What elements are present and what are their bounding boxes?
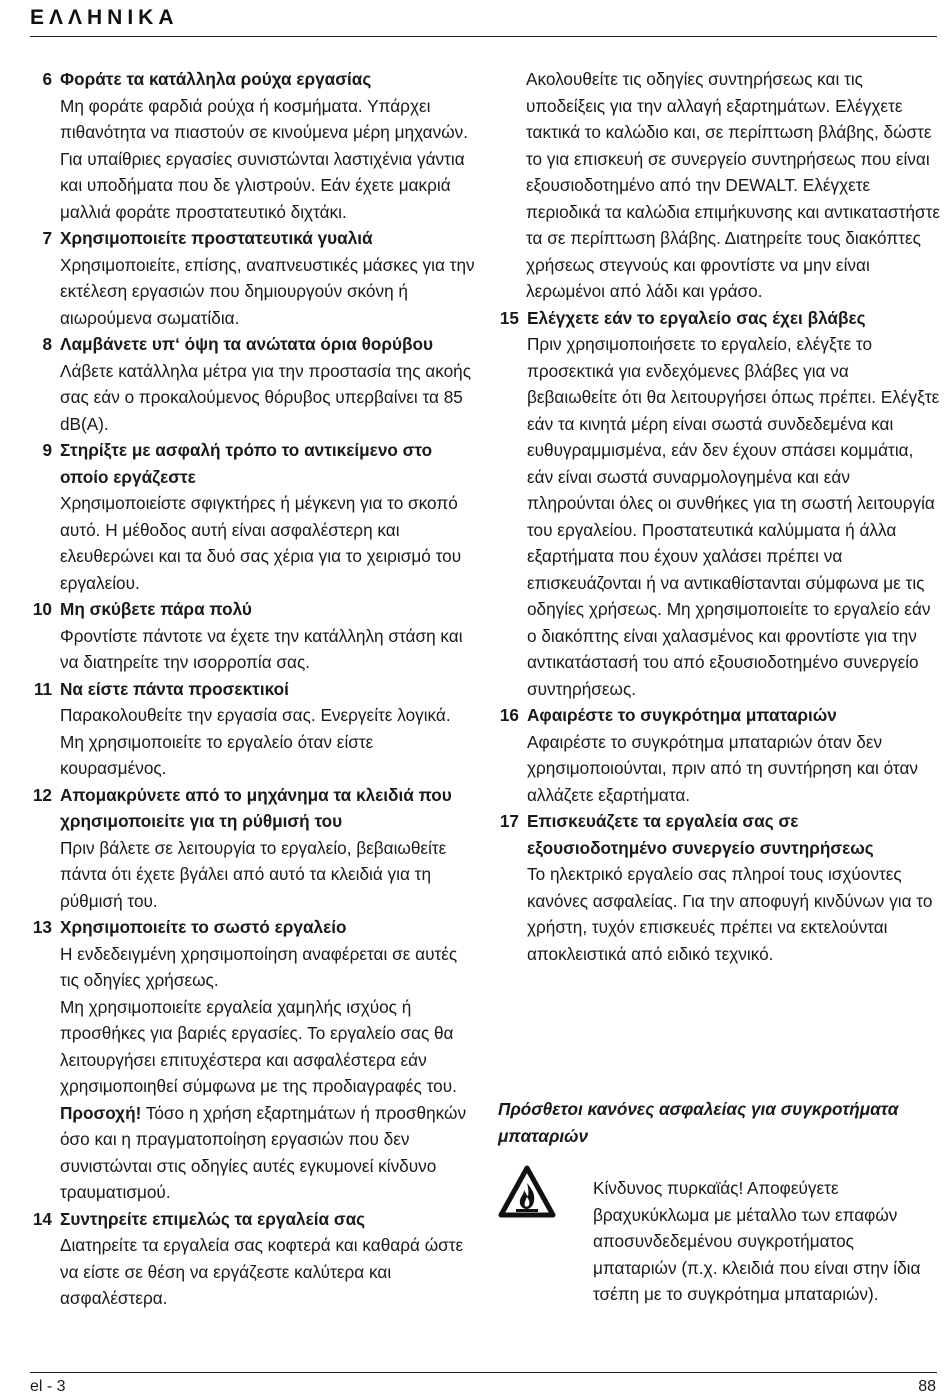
item-text: Πριν χρησιμοποιήσετε το εργαλείο, ελέγξτε το προσεκτικά για ενδεχόμενες βλάβες για να βεβαιωθείτε ότι θα λειτουργήσει όπως πρέπει. Ελέγξτε εάν τα κινητά μέρη είναι σωστά συνδεδεμένα και ευθυγραμμισμένα, εάν δεν έχουν σπάσει κομμάτια, εάν είναι σωστά συναρμολογημένα και εάν πληρούνται όλες οι συνθήκες για τη σωστή λειτουργία του εργαλείου. Προστατευτικά καλύμματα ή άλλα εξαρτήματα που έχουν χαλάσει πρέπει να επισκευάζονται ή να αντικαθίστανται σύμφωνα με τις οδηγίες χρήσεως. Μη χρησιμοποιείτε το εργαλείο εάν ο διακόπτης είναι χαλασμένος και φροντίστε για την αντικατάστασή του από εξουσιοδοτημένο συνεργείο συντηρήσεως. <box>527 334 940 699</box>
safety-item-17 <box>497 808 942 967</box>
fire-warning-text: Κίνδυνος πυρκαϊάς! Αποφεύγετε βραχυκύκλωμα με μέταλλο των επαφών αποσυνδεδεμένου συγκροτήματος μπαταριών (π.χ. κλειδιά που είναι στην ίδια τσέπη με το συγκρότημα μπαταριών). <box>593 1178 921 1304</box>
item-text: Χρησιμοποιείτε, επίσης, αναπνευστικές μάσκες για την εκτέλεση εργασιών που δημιουργούν σκόνη ή αιωρούμενα σωματίδια. <box>60 254 475 328</box>
item-number: 7 <box>42 228 52 248</box>
footer-divider <box>30 1372 937 1373</box>
safety-item-10 <box>30 596 475 676</box>
item-number: 14 <box>32 1208 52 1229</box>
safety-item-14 <box>30 1206 475 1312</box>
safety-item-8 <box>30 331 475 437</box>
page-number: 88 <box>918 1378 936 1395</box>
item-title: Να είστε πάντα προσεκτικοί <box>60 678 289 699</box>
item-14-continuation: Ακολουθείτε τις οδηγίες συντηρήσεως και τις υποδείξεις για την αλλαγή εξαρτημάτων. Ελέγχετε τακτικά το καλώδιο και, σε περίπτωση βλάβης, δώστε το για επισκευή σε συνεργείο συντηρήσεως που είναι εξουσιοδοτημένο από την DEWALT. Ελέγχετε περιοδικά τα καλώδια επιμήκυνσης και αντικαταστήστε τα σε περίπτωση βλάβης. Διατηρείτε τους διακόπτες χρήσεως στεγνούς και φροντίστε να μην είναι λερωμένοι από λάδι και γράσο. <box>526 69 941 301</box>
item-title: Επισκευάζετε τα εργαλεία σας σε εξουσιοδοτημένο συνεργείο συντηρήσεως <box>527 811 874 858</box>
safety-item-12 <box>30 782 475 915</box>
safety-item-9 <box>30 437 475 596</box>
item-number: 12 <box>32 784 52 805</box>
safety-item-11 <box>30 676 475 782</box>
caution-text: Τόσο η χρήση εξαρτημάτων ή προσθηκών όσο και η πραγματοποίηση εργασιών που δεν συνιστώνται στις οδηγίες αυτές εγκυμονεί κίνδυνο τραυματισμού. <box>60 1102 467 1202</box>
item-number: 9 <box>42 440 52 460</box>
page-code: el - 3 <box>30 1378 66 1395</box>
battery-safety-heading: Πρόσθετοι κανόνες ασφαλείας για συγκροτήματα μπαταριών <box>498 1099 899 1146</box>
item-title: Αφαιρέστε το συγκρότημα μπαταριών <box>527 705 837 725</box>
item-text: Μη φοράτε φαρδιά ρούχα ή κοσμήματα. Υπάρχει πιθανότητα να πιαστούν σε κινούμενα μέρη μηχανών. Για υπαίθριες εργασίες συνιστώνται λαστιχένια γάντια και υποδήματα που δε γλιστρούν. Εάν έχετε μακριά μαλλιά φοράτε προστατευτικό διχτάκι. <box>60 95 468 222</box>
item-text-secondary: Μη χρησιμοποιείτε εργαλεία χαμηλής ισχύος ή προσθήκες για βαριές εργασίες. Το εργαλείο σας θα λειτουργήσει επιτυχέστερα και ασφαλέστερα εάν χρησιμοποιηθεί σύμφωνα με της προδιαγραφές του. <box>60 996 457 1096</box>
item-text: Πριν βάλετε σε λειτουργία το εργαλείο, βεβαιωθείτε πάντα ότι έχετε βγάλει από αυτό τα κλειδιά για τη ρύθμισή του. <box>60 837 447 911</box>
left-column <box>30 66 475 1312</box>
item-text: Το ηλεκτρικό εργαλείο σας πληροί τους ισχύοντες κανόνες ασφαλείας. Για την αποφυγή κινδύνων για το χρήστη, τυχόν επισκευές πρέπει να εκτελούνται αποκλειστικά από ειδικό τεχνικό. <box>527 864 933 964</box>
item-number: 13 <box>32 917 52 937</box>
item-title: Απομακρύνετε από το μηχάνημα τα κλειδιά που χρησιμοποιείτε για τη ρύθμισή του <box>60 784 452 831</box>
item-text: Η ενδεδειγμένη χρησιμοποίηση αναφέρεται σε αυτές τις οδηγίες χρήσεως. <box>60 943 458 990</box>
item-number: 11 <box>33 678 52 699</box>
item-title: Μη σκύβετε πάρα πολύ <box>60 599 252 619</box>
safety-item-15 <box>497 305 942 703</box>
item-text: Λάβετε κατάλληλα μέτρα για την προστασία της ακοής σας εάν ο προκαλούμενος θόρυβος υπερβαίνει τα 85 dB(A). <box>60 360 472 434</box>
item-text: Παρακολουθείτε την εργασία σας. Ενεργείτε λογικά. Μη χρησιμοποιείτε το εργαλείο όταν είστε κουρασμένος. <box>60 705 451 778</box>
item-number: 10 <box>32 599 52 619</box>
item-title: Χρησιμοποιείτε προστατευτικά γυαλιά <box>60 228 373 248</box>
fire-hazard-icon <box>498 1165 556 1219</box>
header-divider <box>30 36 937 37</box>
item-text: Διατηρείτε τα εργαλεία σας κοφτερά και καθαρά ώστε να είστε σε θέση να εργάζεστε καλύτερα και ασφαλέστερα. <box>60 1235 464 1308</box>
item-text: Φροντίστε πάντοτε να έχετε την κατάλληλη στάση και να διατηρείτε την ισορροπία σας. <box>60 625 463 672</box>
caution-paragraph <box>60 1100 475 1206</box>
item-text: Χρησιμοποιείστε σφιγκτήρες ή μέγκενη για το σκοπό αυτό. Η μέθοδος αυτή είναι ασφαλέστερη και ελευθερώνει και τα δυό σας χέρια για το χειρισμό του εργαλείου. <box>60 493 462 593</box>
safety-item-13 <box>30 914 475 1206</box>
safety-item-16 <box>497 702 942 808</box>
item-number: 6 <box>42 69 52 89</box>
item-title: Συντηρείτε επιμελώς τα εργαλεία σας <box>60 1208 366 1229</box>
safety-item-6 <box>30 66 475 225</box>
item-title: Στηρίξτε με ασφαλή τρόπο το αντικείμενο στο οποίο εργάζεστε <box>60 440 433 487</box>
caution-label: Προσοχή! <box>60 1102 142 1123</box>
item-title: Χρησιμοποιείτε το σωστό εργαλείο <box>60 917 347 937</box>
page-header-title: ΕΛΛΗΝΙΚΑ <box>30 6 179 29</box>
item-title: Φοράτε τα κατάλληλα ρούχα εργασίας <box>60 69 372 89</box>
item-number: 8 <box>42 334 52 354</box>
safety-item-7 <box>30 225 475 331</box>
item-title: Ελέγχετε εάν το εργαλείο σας έχει βλάβες <box>527 307 866 328</box>
item-text: Αφαιρέστε το συγκρότημα μπαταριών όταν δεν χρησιμοποιούνται, πριν από τη συντήρηση και όταν αλλάζετε εξαρτήματα. <box>527 731 919 805</box>
item-number: 15 <box>499 307 519 328</box>
item-number: 16 <box>499 705 519 725</box>
item-title: Λαμβάνετε υπ‘ όψη τα ανώτατα όρια θορύβου <box>60 334 434 354</box>
item-number: 17 <box>499 811 519 831</box>
right-column <box>497 66 942 967</box>
